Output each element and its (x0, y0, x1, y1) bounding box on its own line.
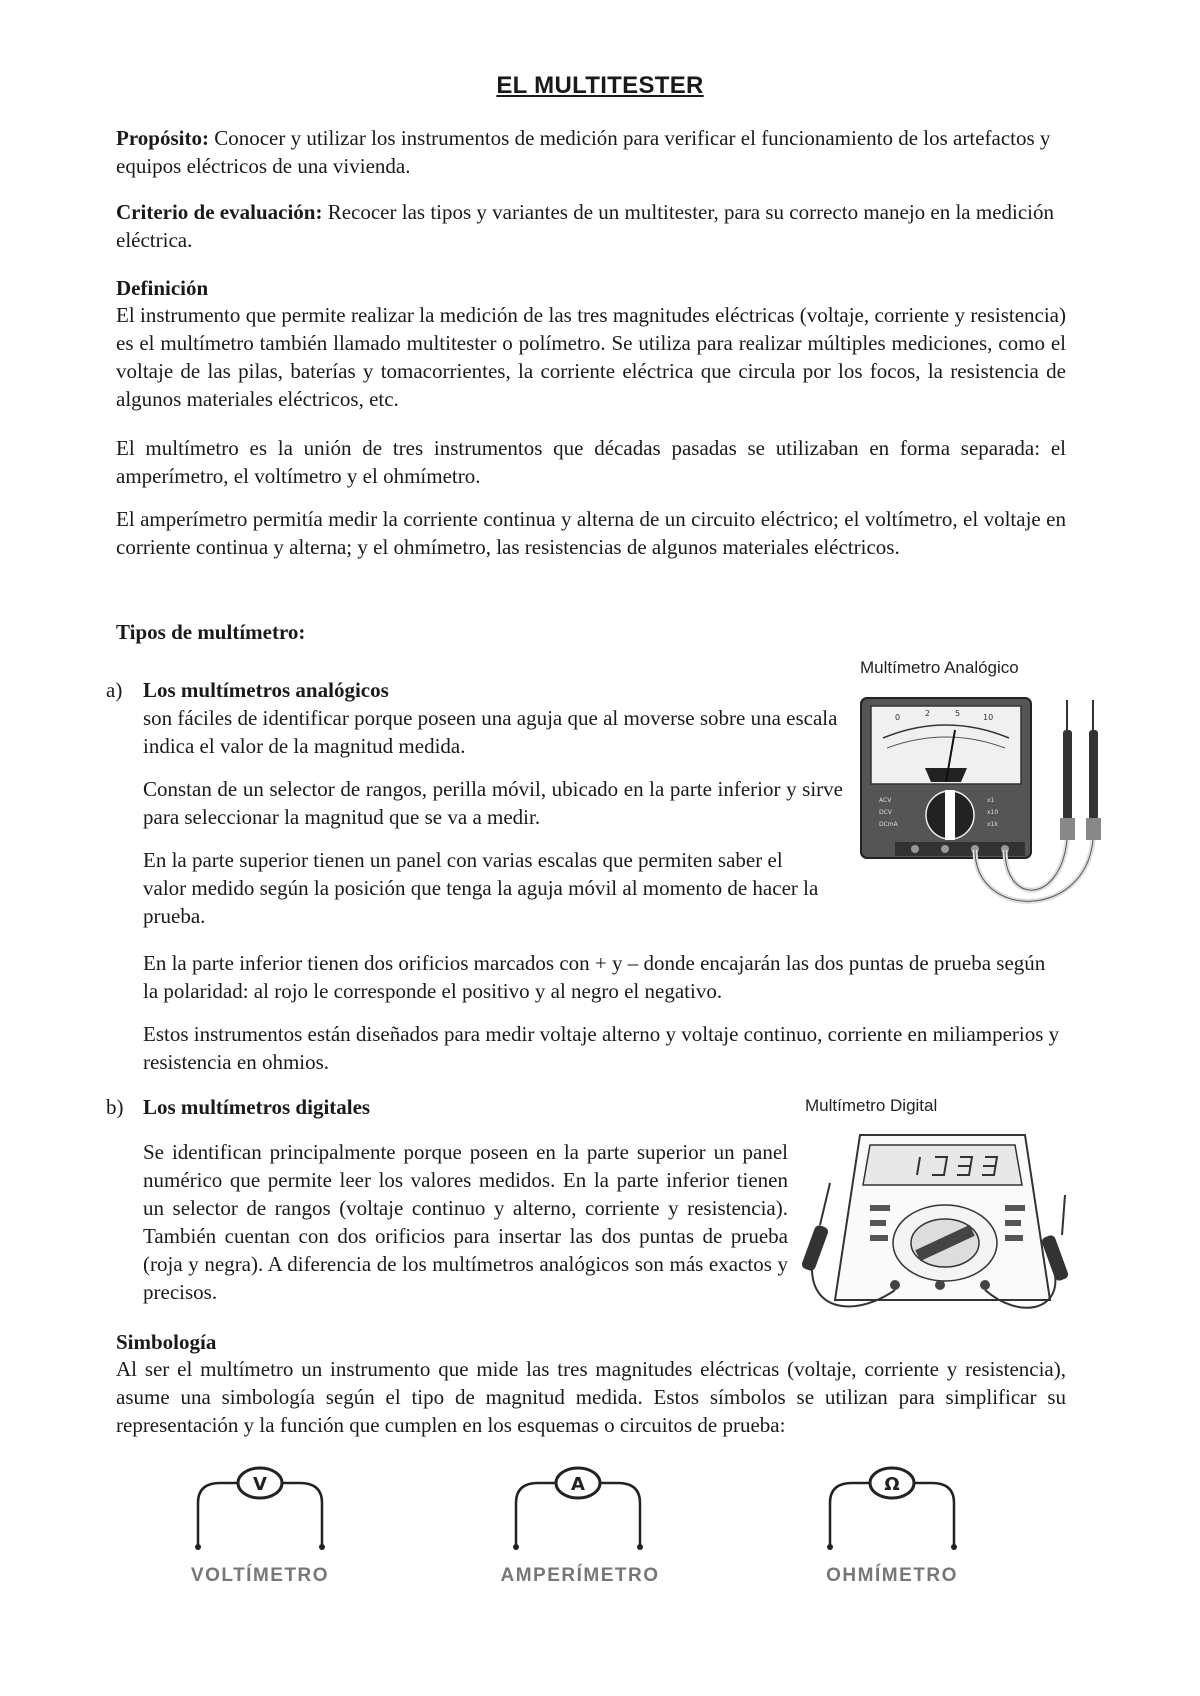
analog-paragraph-1: son fáciles de identificar porque poseen una aguja que al moverse sobre una escala indica el valor de la magnitud medida. (143, 706, 838, 758)
svg-text:x10: x10 (987, 809, 999, 816)
svg-text:2: 2 (925, 709, 931, 718)
ammeter-label: AMPERÍMETRO (500, 1565, 660, 1586)
page-title: EL MULTITESTER (496, 72, 704, 99)
purpose-label: Propósito: (116, 126, 209, 150)
digital-letter: b) (106, 1095, 124, 1119)
svg-text:ACV: ACV (879, 797, 892, 804)
ohmmeter-circuit-icon (822, 1465, 962, 1555)
types-heading: Tipos de multímetro: (116, 620, 306, 644)
definition-paragraph-3: El amperímetro permitía medir la corriente continua y alterna de un circuito eléctrico; el voltímetro, el voltaje en corriente continua y alterna; y el ohmímetro, las resistencias de algunos materiales eléctricos. (116, 507, 1066, 559)
digital-caption: Multímetro Digital (805, 1096, 938, 1115)
digital-heading: Los multímetros digitales (143, 1095, 371, 1119)
criteria-label: Criterio de evaluación: (116, 200, 323, 224)
definition-paragraph-1: El instrumento que permite realizar la medición de las tres magnitudes eléctricas (voltaje, corriente y resistencia) es el multímetro también llamado multitester o polímetro. Se utiliza para realizar múltiples mediciones, como el voltaje de las pilas, baterías y tomacorrientes, la corriente eléctrica que circula por los focos, la resistencia de algunos materiales eléctricos, etc. (116, 303, 1066, 411)
symbology-heading: Simbología (116, 1330, 217, 1354)
svg-text:5: 5 (955, 709, 961, 718)
definition-paragraph-2: El multímetro es la unión de tres instrumentos que décadas pasadas se utilizaban en forma separada: el amperímetro, el voltímetro y el ohmímetro. (116, 436, 1066, 488)
svg-text:x1: x1 (987, 797, 995, 804)
definition-heading: Definición (116, 276, 209, 300)
analog-heading: Los multímetros analógicos (143, 678, 389, 702)
ohmmeter-label: OHMÍMETRO (826, 1565, 958, 1586)
criteria-paragraph (116, 198, 1066, 254)
svg-text:DCV: DCV (879, 809, 892, 816)
ohmmeter-glyph: Ω (884, 1474, 900, 1495)
svg-text:DCmA: DCmA (879, 821, 898, 828)
digital-multimeter-image (800, 1125, 1075, 1320)
criteria-text: Recocer las tipos y variantes de un multitester, para su correcto manejo en la medición eléctrica. (116, 200, 1055, 252)
svg-text:10: 10 (983, 713, 994, 722)
purpose-paragraph (116, 124, 1066, 180)
analog-paragraph-3: En la parte superior tienen un panel con varias escalas que permiten saber el valor medido según la posición que tenga la aguja móvil al momento de hacer la prueba. (143, 848, 819, 928)
ammeter-glyph: A (571, 1474, 585, 1495)
analog-caption: Multímetro Analógico (860, 658, 1019, 677)
analog-paragraph-4: En la parte inferior tienen dos orificios marcados con + y – donde encajarán las dos puntas de prueba según la polaridad: al rojo le corresponde el positivo y al negro el negativo. (143, 951, 1046, 1003)
ammeter-circuit-icon (508, 1465, 648, 1555)
svg-text:0: 0 (895, 713, 901, 722)
svg-text:x1k: x1k (987, 821, 998, 828)
purpose-text: Conocer y utilizar los instrumentos de medición para verificar el funcionamiento de los artefactos y equipos eléctricos de una vivienda. (116, 126, 1051, 178)
voltmeter-label: VOLTÍMETRO (190, 1565, 330, 1586)
analog-paragraph-5: Estos instrumentos están diseñados para medir voltaje alterno y voltaje continuo, corriente en miliamperios y resistencia en ohmios. (143, 1022, 1060, 1074)
analog-multimeter-image (855, 690, 1105, 930)
analog-paragraph-2: Constan de un selector de rangos, perilla móvil, ubicado en la parte inferior y sirve para seleccionar la magnitud que se va a medir. (143, 777, 843, 829)
analog-letter: a) (106, 678, 123, 702)
symbology-paragraph: Al ser el multímetro un instrumento que mide las tres magnitudes eléctricas (voltaje, corriente y resistencia), asume una simbología según el tipo de magnitud medida. Estos símbolos se utilizan para simplificar su representación y la función que cumplen en los esquemas o circuitos de prueba: (116, 1357, 1066, 1437)
voltmeter-circuit-icon (190, 1465, 330, 1555)
digital-paragraph: Se identifican principalmente porque poseen en la parte superior un panel numérico que permite leer los valores medidos. En la parte inferior tienen un selector de rangos (voltaje continuo y alterno, corriente y resistencia). También cuentan con dos orificios para insertar las dos puntas de prueba (roja y negra). A diferencia de los multímetros analógicos son más exactos y precisos. (143, 1140, 788, 1304)
voltmeter-glyph: V (253, 1474, 267, 1495)
